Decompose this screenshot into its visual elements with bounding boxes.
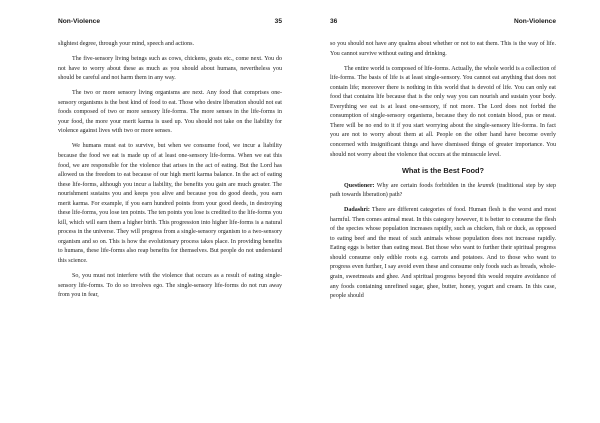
- left-body-text: [58, 40, 282, 306]
- left-paragraph-3: The two or more sensory living organisms are next. Any food that comprises one-sensory organisms is the best kind of food to eat. Those who desire liberation should not eat foods composed of two or more sensory life-forms. The more senses in the life-forms in your food, the more your merit karma is used up. You should not take on the liability for violence against lives with two or more senses.: [58, 90, 282, 135]
- dadashri-label: Dadashri:: [344, 207, 370, 214]
- left-header-title: Non-Violence: [58, 18, 101, 25]
- right-paragraph-1: so you should not have any qualms about whether or not to eat them. This is the way of life. You cannot survive without eating and drinking.: [330, 41, 556, 57]
- right-header-title: Non-Violence: [513, 18, 556, 25]
- left-page-number: 35: [274, 18, 282, 25]
- right-page: [330, 0, 556, 423]
- questioner-paragraph: [330, 182, 556, 201]
- left-page: [58, 0, 282, 423]
- left-running-head: [58, 16, 282, 28]
- right-paragraph-2: The entire world is composed of life-forms. Actually, the whole world is a collection of life-forms. The basis of life is at least single-sensory. You cannot eat anything that does not contain life; moreover there is nothing in this world that is devoid of life. You can only eat food that contains life because that is the only way you can nourish and sustain your body. Everything we eat is at least one-sensory, if not more. The Lord does not forbid the consumption of single-sensory organisms, because they do not contain blood, pus or meat. There will be no end to it if you start worrying about the single-sensory life-forms. In fact you are not to worry about them at all. People on the other hand have become overly concerned with insignificant things and have dismissed things of greater importance. You should not worry about the violence that occurs at the minuscule level.: [330, 65, 556, 158]
- questioner-text-b: (traditional step by step path towards liberation) path?: [330, 182, 556, 199]
- section-heading: What is the Best Food?: [401, 165, 485, 175]
- questioner-italic-term: kramik: [477, 182, 495, 189]
- left-paragraph-2: The five-sensory living beings such as cows, chickens, goats etc., come next. You do not have to worry about these as much as you should about humans, nevertheless you should be careful and not harm them in any way.: [58, 56, 282, 82]
- right-running-head: [330, 16, 556, 28]
- questioner-text-a: Why are certain foods forbidden in the: [374, 182, 478, 189]
- dadashri-text: There are different categories of food. Human flesh is the worst and most harmful. Then comes animal meat. In this category however, it is better to consume the flesh of the species whose population increases rapidly, such as chicken, fish or duck, as opposed to eating beef and the meat of such animals whose population does not increase rapidly. Eating eggs is better than eating meat. But those who want to further their spiritual progress should consume only edible roots e.g. carrots and potatoes. And to those who want to progress even further, I say avoid even these and consume only foods such as breads, whole-grain, sweetmeats and ghee. And spiritual progress beyond this would require avoidance of any foods containing unrefined sugar, ghee, butter, honey, yogurt and cream. In this case, people should: [330, 207, 556, 300]
- left-paragraph-5: So, you must not interfere with the violence that occurs as a result of eating single-sensory life-forms. To do so involves ego. The single-sensory life-forms do not run away from you in fear,: [58, 273, 282, 299]
- right-body-text: [330, 40, 556, 307]
- right-page-number: 36: [330, 18, 338, 25]
- left-paragraph-4: We humans must eat to survive, but when we consume food, we incur a liability because the food we eat is made up of at least one-sensory life-forms. When we eat this food, we are responsible for the violence that arises in the act of eating. But the Lord has allowed us the freedom to eat because of our high merit karma balance. In the act of eating these life-forms, although you incur a liability, the benefits you gain are much greater. The nourishment sustains you and keeps you alive and because you do good deeds, you earn merit karma. For example, if you earn hundred points from your good deeds, in destroying these life-forms, you lose ten points. The ten points you lose is credited to the life-forms you kill, which will earn them a higher birth. This progression into higher life-forms is a natural process in the universe. They will progress from a single-sensory organism to a two-sensory organism and so on. This is how the evolutionary process takes place. In providing benefits to humans, these life-forms also reap benefits for themselves. But people do not understand this science.: [58, 143, 282, 264]
- left-paragraph-1: slightest degree, through your mind, speech and actions.: [58, 41, 195, 47]
- dadashri-paragraph: [330, 206, 556, 301]
- questioner-label: Questioner:: [344, 182, 375, 189]
